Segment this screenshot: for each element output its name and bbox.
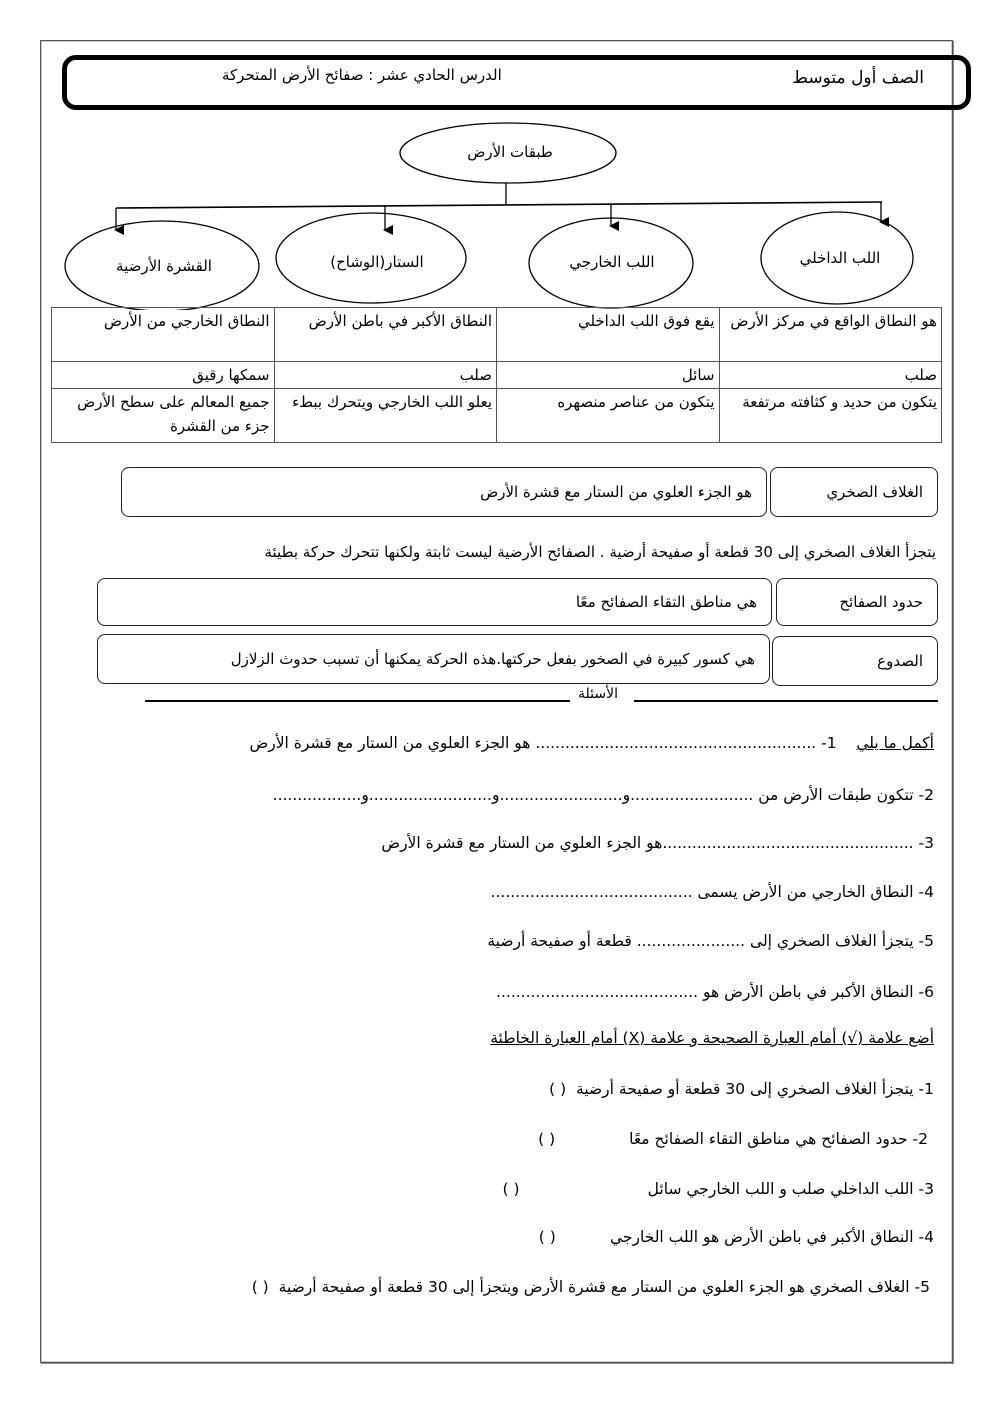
complete-question-5 xyxy=(487,932,934,950)
questions-title: الأسئلة xyxy=(578,686,618,702)
statement-text: 3- اللب الداخلي صلب و اللب الخارجي سائل xyxy=(647,1180,934,1198)
definition-text: هو الجزء العلوي من الستار مع قشرة الأرض xyxy=(480,483,752,501)
question-text[interactable]: 3- ...................................................هو الجزء العلوي من الستار مع قشرة الأرض xyxy=(381,834,934,852)
definition-box-lithosphere xyxy=(121,467,767,517)
answer-blank[interactable]: ( ) xyxy=(538,1130,556,1148)
table-cell: يتكون من حديد و كثافته مرتفعة xyxy=(719,389,942,443)
layer-label-crust: القشرة الأرضية xyxy=(116,257,212,275)
table-cell: يعلو اللب الخارجي ويتحرك ببطء xyxy=(274,389,497,443)
tf-question-1 xyxy=(549,1080,934,1098)
layer-label-inner-core: اللب الداخلي xyxy=(799,249,881,267)
section-divider-right xyxy=(634,700,938,702)
term-label: الغلاف الصخري xyxy=(826,483,923,501)
complete-question-2 xyxy=(273,786,934,804)
table-row xyxy=(52,308,942,362)
answer-blank[interactable]: ( ) xyxy=(502,1180,520,1198)
term-box-lithosphere xyxy=(770,467,938,517)
term-box-faults xyxy=(772,636,938,686)
plates-paragraph: يتجزأ الغلاف الصخري إلى 30 قطعة أو صفيحة أرضية . الصفائح الأرضية ليست ثابتة ولكنها تتحرك حركة بطيئة xyxy=(264,543,936,561)
term-label: حدود الصفائح xyxy=(839,593,923,611)
branch-line xyxy=(116,202,882,208)
layer-label-outer-core: اللب الخارجي xyxy=(569,253,655,271)
question-text[interactable]: 2- تتكون طبقات الأرض من .........................و.........................و.........................و.................. xyxy=(272,786,934,804)
table-cell: النطاق الأكبر في باطن الأرض xyxy=(274,308,497,362)
table-cell: جميع المعالم على سطح الأرض جزء من القشرة xyxy=(52,389,275,443)
table-cell: سمكها رقيق xyxy=(52,362,275,389)
complete-heading: أكمل ما يلي xyxy=(856,734,934,752)
table-cell: صلب xyxy=(719,362,942,389)
answer-blank[interactable]: ( ) xyxy=(549,1080,567,1098)
complete-question-6 xyxy=(496,983,934,1001)
section-divider-left xyxy=(145,700,570,702)
true-false-heading: أضع علامة (√) أمام العبارة الصحيحة و علامة (X) أمام العبارة الخاطئة xyxy=(490,1029,934,1047)
table-cell: النطاق الخارجي من الأرض xyxy=(52,308,275,362)
tf-question-2 xyxy=(538,1130,928,1148)
statement-text: 1- يتجزأ الغلاف الصخري إلى 30 قطعة أو صفيحة أرضية xyxy=(576,1080,934,1098)
root-label: طبقات الأرض xyxy=(467,143,553,161)
answer-blank[interactable]: ( ) xyxy=(538,1228,556,1246)
tf-question-5 xyxy=(252,1278,930,1296)
tf-question-4 xyxy=(539,1228,934,1246)
complete-question-3 xyxy=(381,834,934,852)
table-cell: يقع فوق اللب الداخلي xyxy=(497,308,720,362)
definition-text: هي مناطق التقاء الصفائح معًا xyxy=(575,593,757,611)
definition-text: هي كسور كبيرة في الصخور بفعل حركتها.هذه الحركة يمكنها أن تسبب حدوث الزلازل xyxy=(230,650,755,668)
table-row xyxy=(52,362,942,389)
statement-text: 4- النطاق الأكبر في باطن الأرض هو اللب الخارجي xyxy=(610,1228,934,1246)
question-text[interactable]: 1- ......................................................... هو الجزء العلوي من الستار مع قشرة الأرض xyxy=(249,734,837,752)
lesson-title: الدرس الحادي عشر : صفائح الأرض المتحركة xyxy=(222,66,502,84)
table-row xyxy=(52,389,942,443)
table-cell: سائل xyxy=(497,362,720,389)
layer-label-mantle: الستار(الوشاح) xyxy=(330,253,424,271)
definition-box-plate-boundaries xyxy=(97,578,772,626)
table-cell: هو النطاق الواقع في مركز الأرض xyxy=(719,308,942,362)
answer-blank[interactable]: ( ) xyxy=(251,1278,269,1296)
question-text[interactable]: 5- يتجزأ الغلاف الصخري إلى ...................... قطعة أو صفيحة أرضية xyxy=(487,932,934,950)
statement-text: 5- الغلاف الصخري هو الجزء العلوي من الستار مع قشرة الأرض ويتجزأ إلى 30 قطعة أو صفيحة أرضية xyxy=(278,1278,930,1296)
table-cell: صلب xyxy=(274,362,497,389)
tf-question-3 xyxy=(503,1180,934,1198)
complete-question-1 xyxy=(249,734,934,752)
layers-table xyxy=(51,307,942,443)
term-label: الصدوع xyxy=(877,652,923,670)
term-box-plate-boundaries xyxy=(776,578,938,626)
grade-label: الصف أول متوسط xyxy=(792,68,924,88)
statement-text: 2- حدود الصفائح هي مناطق التقاء الصفائح معًا xyxy=(629,1130,928,1148)
question-text[interactable]: 6- النطاق الأكبر في باطن الأرض هو ......................................... xyxy=(496,983,934,1001)
definition-box-faults xyxy=(97,634,770,684)
table-cell: يتكون من عناصر منصهره xyxy=(497,389,720,443)
question-text[interactable]: 4- النطاق الخارجي من الأرض يسمى ......................................... xyxy=(490,883,934,901)
complete-question-4 xyxy=(491,883,934,901)
